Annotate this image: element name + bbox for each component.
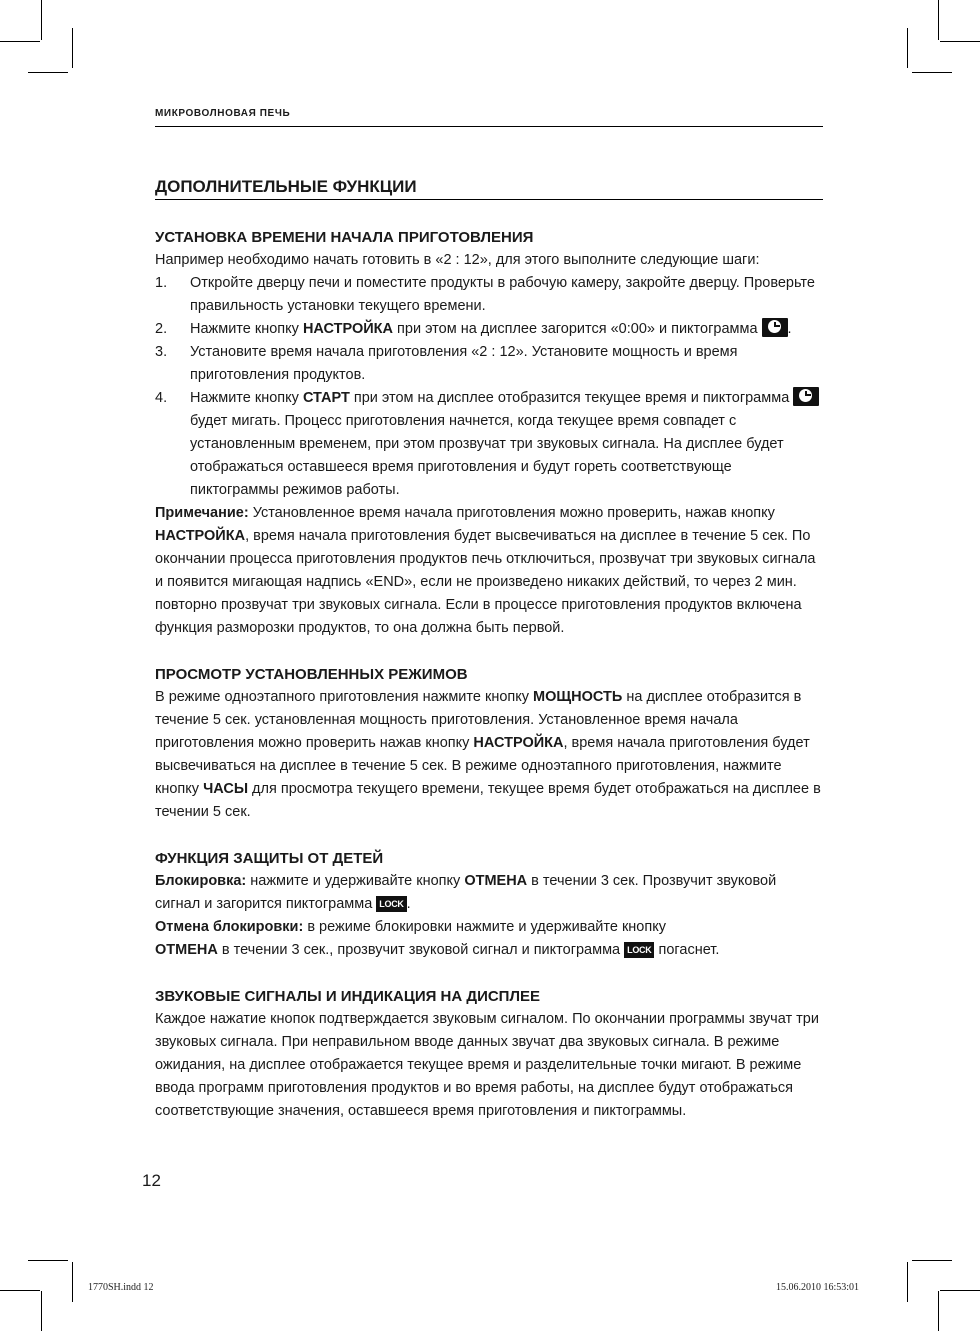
button-name-start: СТАРТ	[302, 390, 350, 406]
step-text: при этом на дисплее загорится «0:00» и пиктограмма	[393, 321, 762, 337]
step-text: Нажмите кнопку	[190, 321, 303, 337]
body-text: нажмите и удерживайте кнопку	[246, 873, 465, 889]
lock-icon: LOCK	[376, 896, 406, 912]
body-text: в режиме блокировки нажмите и удерживайте кнопку	[303, 919, 666, 935]
heading-view-modes: ПРОСМОТР УСТАНОВЛЕННЫХ РЕЖИМОВ	[155, 666, 468, 683]
body-text: погаснет.	[654, 942, 720, 958]
crop-mark	[0, 1290, 40, 1291]
view-modes-text	[155, 686, 823, 824]
heading-start-time: УСТАНОВКА ВРЕМЕНИ НАЧАЛА ПРИГОТОВЛЕНИЯ	[155, 229, 534, 246]
step-text: Откройте дверцу печи и поместите продукты в рабочую камеру, закройте дверцу. Проверьте правильность установки текущего времени.	[190, 275, 815, 314]
step-number: 4.	[155, 390, 168, 406]
heading-sounds: ЗВУКОВЫЕ СИГНАЛЫ И ИНДИКАЦИЯ НА ДИСПЛЕЕ	[155, 988, 540, 1005]
crop-mark	[28, 72, 68, 73]
slug-file: 1770SH.indd 12	[88, 1282, 154, 1293]
running-header: МИКРОВОЛНОВАЯ ПЕЧЬ	[155, 108, 291, 119]
unlock-paragraph	[155, 916, 823, 962]
spacer	[155, 962, 823, 985]
step-number: 2.	[155, 321, 168, 337]
start-time-intro: Например необходимо начать готовить в «2 : 12», для этого выполните следующие шаги:	[155, 252, 760, 268]
button-name-cancel: ОТМЕНА	[155, 942, 218, 958]
step-number: 3.	[155, 344, 168, 360]
note-text: Установленное время начала приготовления можно проверить, нажав кнопку	[248, 505, 775, 521]
button-name-clock: ЧАСЫ	[203, 781, 249, 797]
crop-mark	[41, 1291, 42, 1331]
body-text: .	[406, 896, 411, 912]
step-text: Нажмите кнопку	[190, 390, 303, 406]
crop-mark	[912, 1260, 952, 1261]
step-text: при этом на дисплее отобразится текущее время и пиктограмма	[349, 390, 794, 406]
step-item	[155, 341, 823, 387]
button-name-power: МОЩНОСТЬ	[533, 689, 623, 705]
body-text: В режиме одноэтапного приготовления нажмите кнопку	[155, 689, 534, 705]
crop-mark	[0, 41, 40, 42]
crop-mark	[72, 1262, 73, 1302]
body-text: на дисплее отобразится в течение 5 сек. установленная мощность приготовления. Установленное время начала приготовления можно проверить нажав кнопку	[155, 689, 802, 751]
unlock-label: Отмена блокировки:	[155, 919, 304, 935]
lock-label: Блокировка:	[155, 873, 247, 889]
clock-icon	[762, 318, 788, 337]
crop-mark	[907, 28, 908, 68]
body-text: в течении 3 сек., прозвучит звуковой сигнал и пиктограмма	[217, 942, 625, 958]
page-content	[155, 176, 823, 1123]
spacer	[155, 824, 823, 847]
button-name-setup: НАСТРОЙКА	[155, 528, 246, 544]
step-number: 1.	[155, 275, 168, 291]
header-rule	[155, 126, 823, 127]
lock-paragraph	[155, 870, 823, 916]
page-number: 12	[142, 1171, 161, 1190]
note-paragraph	[155, 502, 823, 640]
step-text: Установите время начала приготовления «2 : 12». Установите мощность и время приготовления продуктов.	[190, 344, 738, 383]
step-item	[155, 318, 823, 341]
step-item	[155, 272, 823, 318]
slug-date: 15.06.2010 16:53:01	[776, 1282, 860, 1293]
section-title: ДОПОЛНИТЕЛЬНЫЕ ФУНКЦИИ	[155, 176, 823, 200]
steps-list	[155, 272, 823, 502]
spacer	[155, 640, 823, 663]
lock-icon: LOCK	[624, 942, 654, 958]
step-item	[155, 387, 823, 502]
crop-mark	[938, 0, 939, 40]
crop-mark	[940, 1290, 980, 1291]
crop-mark	[72, 28, 73, 68]
body-text: для просмотра текущего времени, текущее время будет отображаться на дисплее в течении 5 сек.	[155, 781, 821, 820]
body-text: , время начала приготовления будет высвечиваться на дисплее в течение 5 сек. В режиме одноэтапного приготовления, нажмите кнопку	[155, 735, 810, 797]
step-text: .	[787, 321, 792, 337]
clock-icon	[793, 387, 819, 406]
button-name-setup: НАСТРОЙКА	[302, 321, 393, 337]
note-label: Примечание:	[155, 505, 249, 521]
button-name-cancel: ОТМЕНА	[464, 873, 528, 889]
button-name-setup: НАСТРОЙКА	[473, 735, 564, 751]
crop-mark	[912, 72, 952, 73]
sounds-text: Каждое нажатие кнопок подтверждается звуковым сигналом. По окончании программы звучат три звуковых сигнала. При неправильном вводе данных звучат два звуковых сигнала. В режиме ожидания, на дисплее отображается текущее время и разделительные точки мигают. В режиме ввода программ приготовления продуктов и во время работы, на дисплее будут отображаться соответствующие значения, оставшееся время приготовления и пиктограммы.	[155, 1011, 819, 1119]
crop-mark	[907, 1262, 908, 1302]
crop-mark	[940, 41, 980, 42]
crop-mark	[41, 0, 42, 40]
crop-mark	[28, 1260, 68, 1261]
body-text: в течении 3 сек. Прозвучит звуковой сигнал и загорится пиктограмма	[155, 873, 777, 912]
note-text: , время начала приготовления будет высвечиваться на дисплее в течение 5 сек. По окончании процесса приготовления продуктов печь отключиться, прозвучат три звуковых сигнала и появится мигающая надпись «END», если не произведено никаких действий, то через 2 мин. повторно прозвучат три звуковых сигнала. Если в процессе приготовления продуктов включена функция разморозки продуктов, то она должна быть первой.	[155, 528, 816, 636]
crop-mark	[938, 1291, 939, 1331]
heading-child-lock: ФУНКЦИЯ ЗАЩИТЫ ОТ ДЕТЕЙ	[155, 850, 384, 867]
step-text: будет мигать. Процесс приготовления начнется, когда текущее время совпадет с установленным временем, при этом прозвучат три звуковых сигнала. На дисплее будет отображаться оставшееся время приготовления и будут гореть соответствующе пиктограммы режимов работы.	[190, 413, 784, 498]
